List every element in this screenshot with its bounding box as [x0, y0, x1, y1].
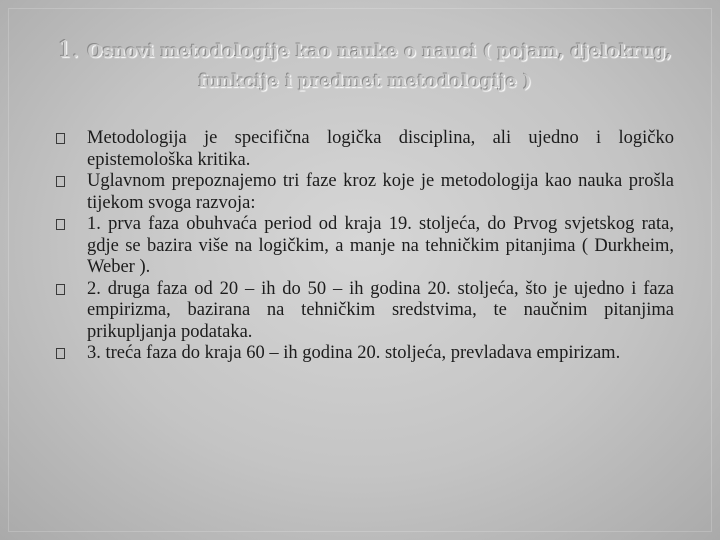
square-bullet-icon	[56, 176, 65, 187]
list-item	[56, 279, 674, 344]
list-item-text: 2. druga faza od 20 – ih do 50 – ih godina 20. stoljeća, što je ujedno i faza empirizma, bazirana na tehničkim sredstvima, te naučnim pitanjima prikupljanja podataka.	[87, 278, 674, 342]
list-item	[56, 343, 674, 365]
square-bullet-icon	[56, 284, 65, 295]
title-number: 1.	[58, 38, 80, 63]
slide-title	[40, 36, 690, 97]
bullet-list	[56, 128, 674, 365]
list-item-text: 3. treća faza do kraja 60 – ih godina 20. stoljeća, prevladava empirizam.	[87, 343, 621, 363]
list-item-text: 1. prva faza obuhvaća period od kraja 19. stoljeća, do Prvog svjetskog rata, gdje se bazira više na logičkim, a manje na tehničkim pitanjima ( Durkheim, Weber ).	[87, 214, 674, 277]
list-item	[56, 214, 674, 279]
list-item	[56, 171, 674, 214]
list-item-text: Metodologija je specifična logička disciplina, ali ujedno i logičko epistemološka kritika.	[87, 128, 674, 170]
square-bullet-icon	[56, 348, 65, 359]
title-text: Osnovi metodologije kao nauke o nauci ( pojam, djelokrug, funkcije i predmet metodologije )	[87, 42, 672, 92]
square-bullet-icon	[56, 219, 65, 230]
list-item	[56, 128, 674, 171]
square-bullet-icon	[56, 133, 65, 144]
list-item-text: Uglavnom prepoznajemo tri faze kroz koje je metodologija kao nauka prošla tijekom svoga razvoja:	[87, 171, 674, 213]
